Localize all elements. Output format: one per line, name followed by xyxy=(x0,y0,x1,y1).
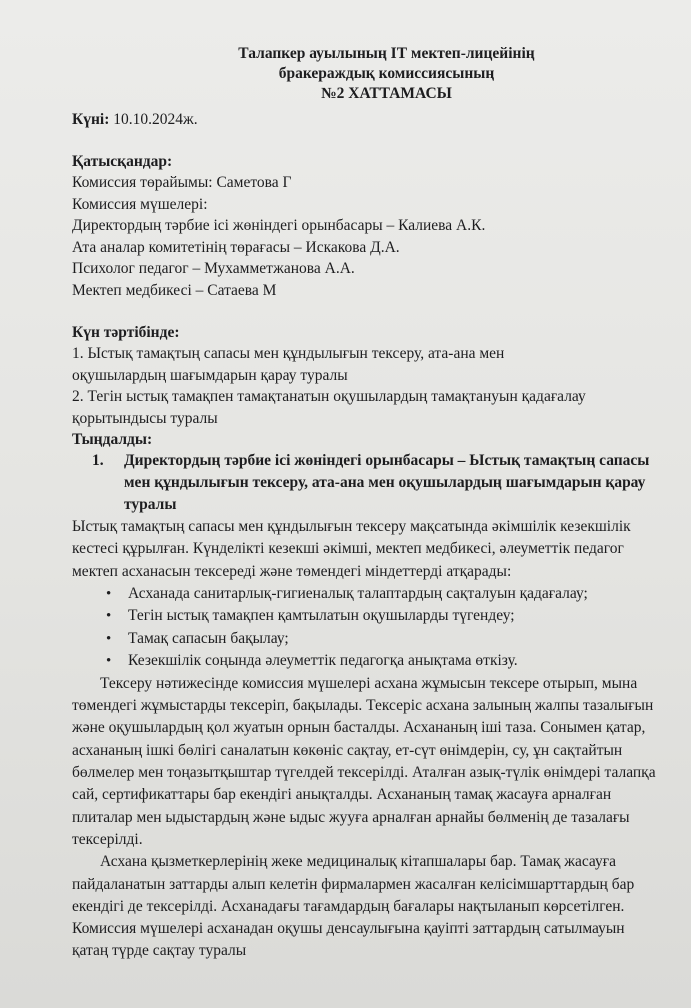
staff-paragraph: Асхана қызметкерлерінің жеке медициналық кітапшалары бар. Тамақ жасауға пайдаланатын заттарды алып келетін фирмалармен жасалған келісімшарттардың бар екендігі де тексерілді. Асханадағы тағамдардың бағалары нақтыланып көрсетілген. Комиссия мүшелері асханадан оқушы денсаулығына қауіпті заттардың сатылмауын қатаң түрде сақтау туралы xyxy=(72,853,635,960)
date-line xyxy=(72,110,661,130)
title-line-3: №2 ХАТТАМАСЫ xyxy=(321,85,452,102)
agenda-heading: Күн тәртібінде: xyxy=(72,324,180,341)
title-line-1: Талапкер ауылының ІТ мектеп-лицейінің xyxy=(238,45,535,62)
date-value: 10.10.2024ж. xyxy=(113,111,198,128)
agenda-item-2-line-2: қорытындысы туралы xyxy=(72,409,218,427)
date-label: Күні: xyxy=(72,111,110,128)
member-item: Мектеп медбикесі – Сатаева М xyxy=(72,281,277,299)
duty-item: • Асханада санитарлық-гигиеналық талаптардың сақталуын қадағалау; xyxy=(72,583,661,606)
duty-item: • Кезекшілік соңында әлеуметтік педагогқа анықтама өткізу. xyxy=(72,650,661,673)
participants-heading: Қатысқандар: xyxy=(72,153,173,170)
commission-chair: Комиссия төрайымы: Саметова Г xyxy=(72,174,292,191)
member-item: Психолог педагог – Мухамметжанова А.А. xyxy=(72,260,355,277)
member-item: Директордың тәрбие ісі жөніндегі орынбасары – Калиева А.К. xyxy=(72,217,486,234)
members-label: Комиссия мүшелері: xyxy=(72,195,208,213)
member-item: Ата аналар комитетінің төрағасы – Искакова Д.А. xyxy=(72,238,400,256)
inspection-paragraph: Тексеру нәтижесінде комиссия мүшелері асхана жұмысын тексере отырып, мына төмендегі жұмыстарды тексеріп, бақылады. Тексеріс асхана залының жалпы тазалығын және оқушылардың қол жуатын орнын басталды. Асхананың іші таза. Сонымен қатар, асхананың ішкі бөлігі саналатын көкөніс сақтау, ет-сүт өнімдерін, су, ұн сақтайтын бөлмелер мен тоңазытқыштар түгелдей тексерілді. Аталған азық-түлік өнімдері талапқа сай, сертификаттары бар екендігі анықталды. Асхананың тамақ жасауға арналған плиталар мен ыдыстардың және ыдыс жууға арналған арнайы бөлменің де тазалағы тексерілді. xyxy=(72,674,656,848)
title-line-2: бракераждық комиссиясының xyxy=(278,65,495,82)
agenda-item-1-line-1: 1. Ыстық тамақтың сапасы мен құндылығын тексеру, ата-ана мен xyxy=(72,345,505,362)
agenda-item-2-line-1: 2. Тегін ыстық тамақпен тамақтанатын оқушылардың тамақтануын қадағалау xyxy=(72,388,586,405)
heard-item-title: Директордың тәрбие ісі жөніндегі орынбасары – Ыстық тамақтың сапасы мен құндылығын тексеру, ата-ана мен оқушылардың шағымдарын қарау туралы xyxy=(124,452,650,513)
heard-item xyxy=(72,450,661,516)
duty-item: • Тегін ыстық тамақпен қамтылатын оқушыларды түгендеу; xyxy=(72,605,661,628)
agenda-item-1-line-2: оқушылардың шағымдарын қарау туралы xyxy=(72,366,348,384)
duty-item: • Тамақ сапасын бақылау; xyxy=(72,628,661,651)
heard-item-number: 1. xyxy=(92,452,104,469)
intro-paragraph: Ыстық тамақтың сапасы мен құндылығын тексеру мақсатында әкімшілік кезекшілік кестесі құрылған. Күнделікті кезекші әкімші, мектеп медбикесі, әлеуметтік педагог мектеп асханасын тексереді және төмендегі міндеттерді атқарады: xyxy=(72,518,631,580)
document-title xyxy=(72,44,661,104)
duties-list xyxy=(72,583,661,673)
heard-heading: Тыңдалды: xyxy=(72,431,153,448)
